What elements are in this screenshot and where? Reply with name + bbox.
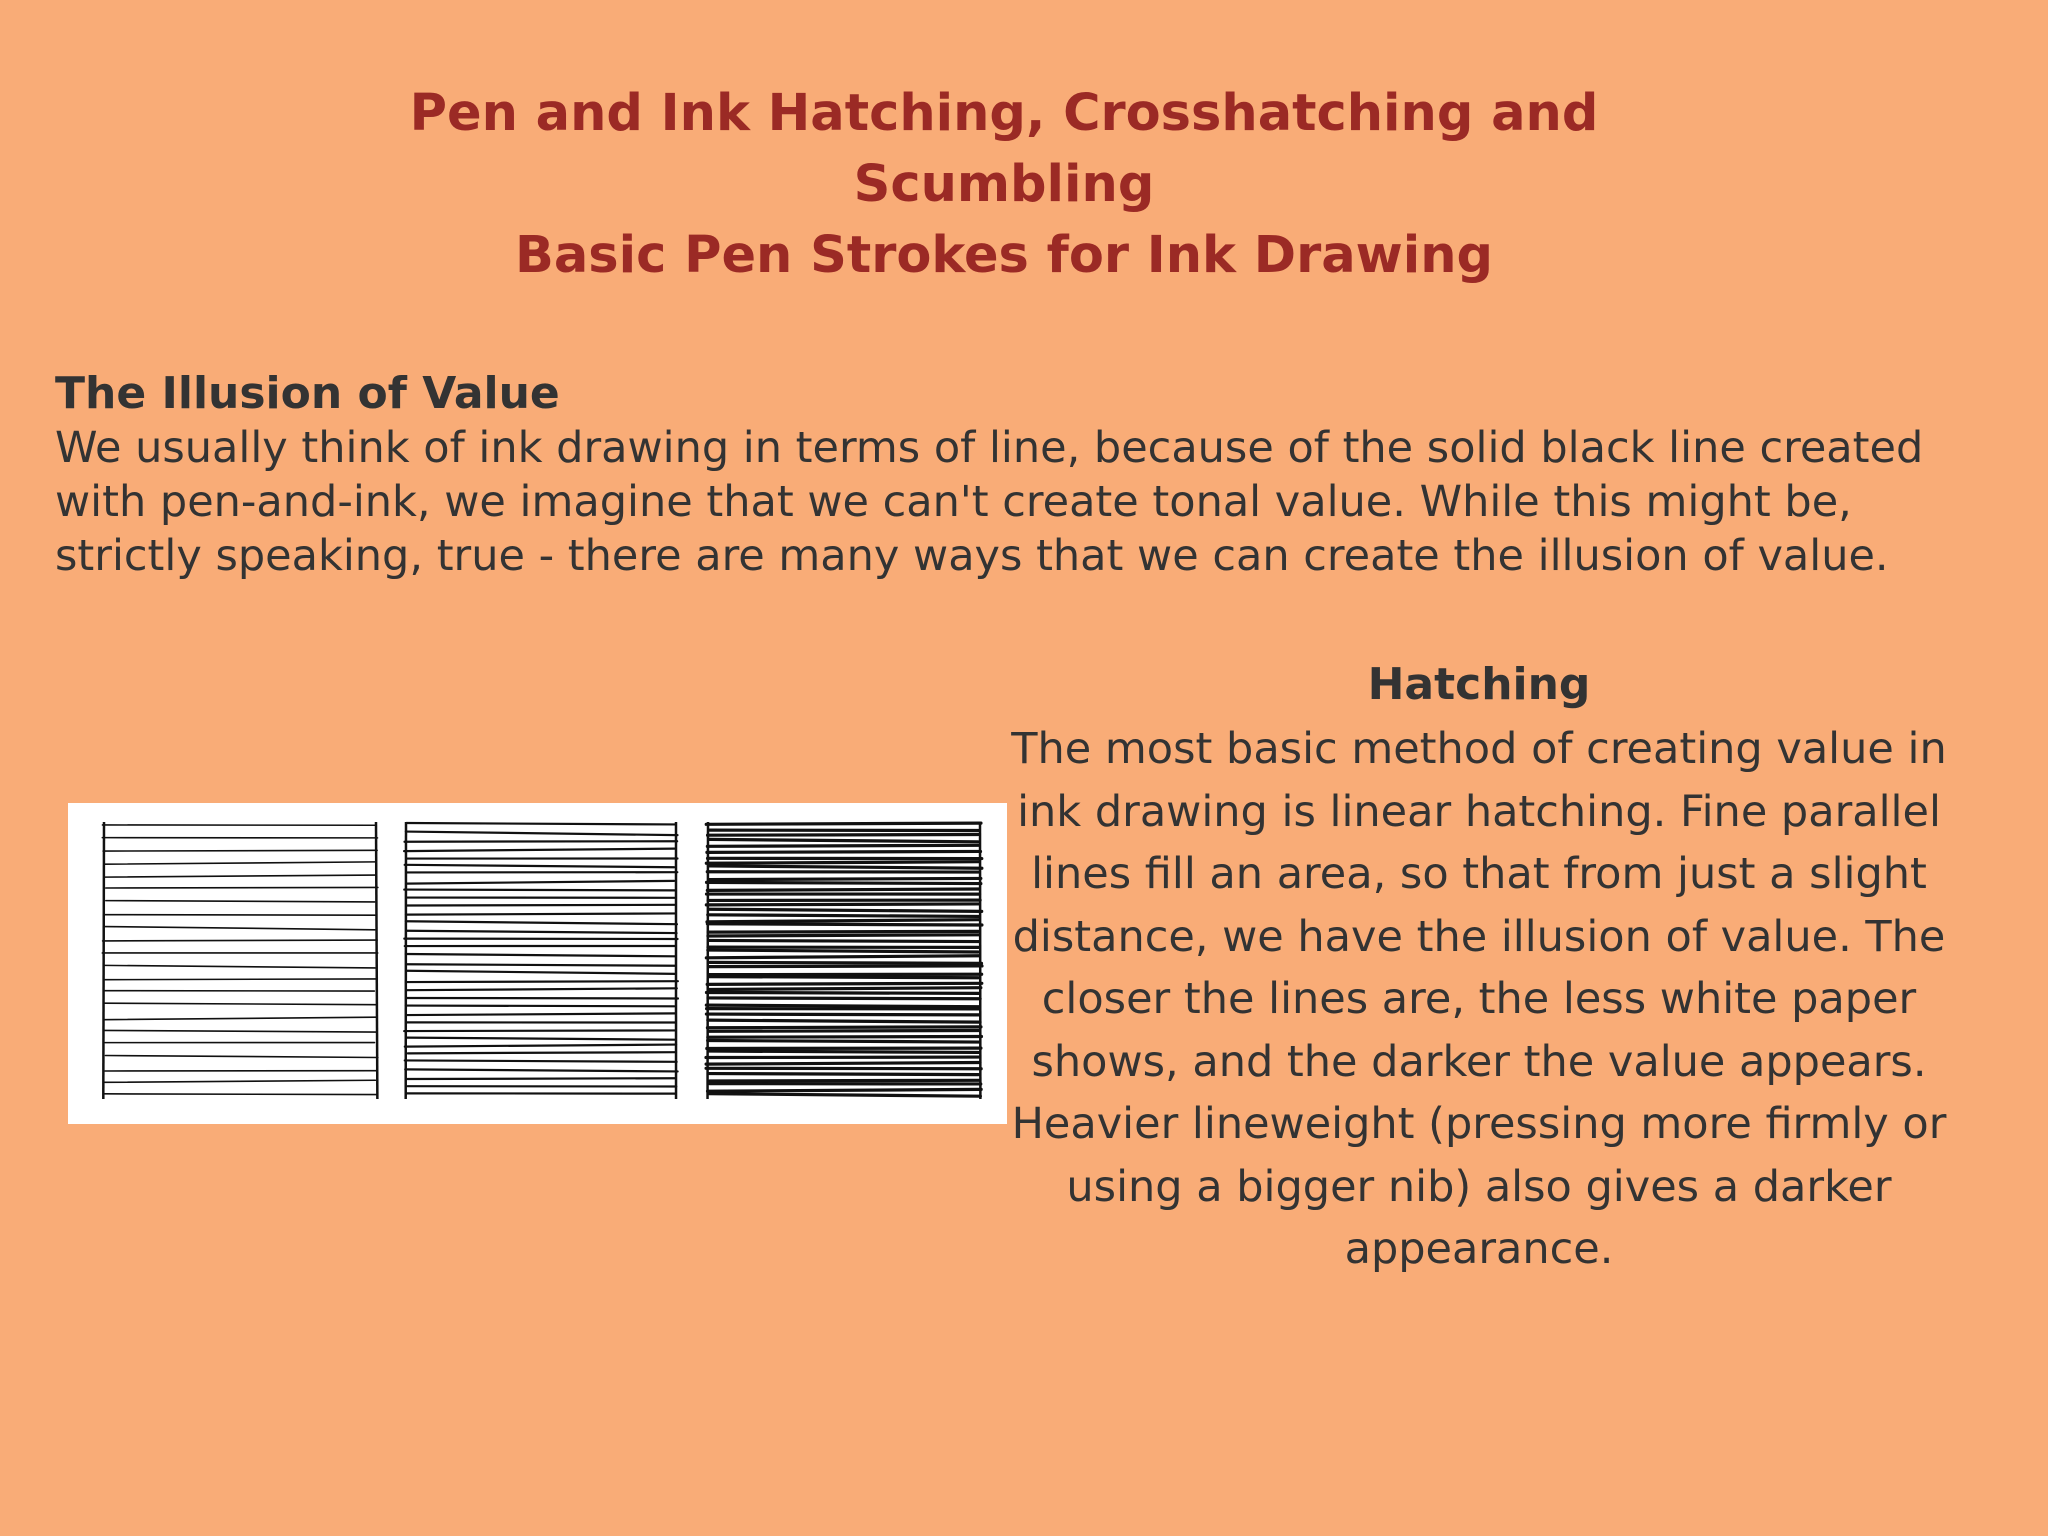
hatch-line	[103, 940, 377, 941]
hatch-line	[708, 998, 980, 999]
hatch-line	[708, 1040, 979, 1042]
hatch-line	[708, 940, 979, 941]
hatch-line	[405, 1069, 677, 1071]
hatch-line	[709, 1030, 979, 1031]
hatch-line	[709, 1051, 978, 1052]
hatching-body: The most basic method of creating value in ink drawing is linear hatching. Fine parallel lines fill an area, so that from just a slight distance, we have the illusion of value. The closer the lines are, the less white paper shows, and the darker the value appears. Heavier lineweight (pressing more firmly or using a bigger nib) also gives a darker appearance.	[1011, 724, 1947, 1274]
hatch-sample-light	[102, 822, 378, 1099]
hatch-line	[707, 924, 982, 925]
hatch-line	[104, 1030, 376, 1032]
hatch-line	[406, 921, 677, 924]
hatch-line	[406, 988, 677, 990]
hatch-line	[708, 1020, 980, 1022]
hatch-line	[406, 981, 678, 982]
hatch-line	[707, 983, 982, 984]
hatch-line	[405, 865, 674, 867]
hatch-line	[709, 1074, 978, 1075]
hatch-line	[404, 849, 675, 852]
hatch-line	[707, 851, 981, 852]
hatch-line	[103, 1080, 375, 1082]
hatch-line	[104, 862, 375, 864]
hatch-line	[706, 862, 978, 864]
hatch-line	[709, 966, 982, 967]
hatch-line	[707, 882, 981, 883]
hatching-samples-image	[68, 803, 1007, 1124]
hatch-line	[708, 950, 978, 952]
hatch-line	[707, 889, 979, 890]
hatch-line	[103, 850, 377, 851]
hatch-line	[404, 1030, 675, 1031]
hatch-line	[405, 1045, 676, 1047]
hatch-line	[406, 832, 678, 836]
hatch-line	[406, 905, 674, 906]
hatch-line	[706, 992, 979, 993]
hatch-line	[407, 1038, 675, 1040]
hatch-line	[104, 965, 375, 968]
hatch-line	[709, 839, 978, 841]
hatch-edge	[376, 822, 377, 1099]
illusion-body: We usually think of ink drawing in terms of line, because of the solid black line created with pen-and-ink, we imagine that we can't create tonal value. While this might be, strictly speaking, true - there are many ways that we can create the illusion of value.	[55, 423, 1924, 581]
hatch-line	[706, 823, 981, 824]
hatch-line	[106, 901, 375, 902]
hatch-line	[708, 931, 978, 932]
hatch-line	[407, 931, 677, 933]
hatching-samples-drawing	[68, 803, 1007, 1124]
hatch-line	[707, 920, 979, 922]
hatch-line	[105, 1056, 377, 1058]
hatch-line	[708, 915, 979, 917]
hatch-line	[708, 935, 979, 936]
title-line-2: Scumbling	[853, 155, 1155, 214]
hatch-line	[406, 1006, 675, 1007]
title-line-1: Pen and Ink Hatching, Crosshatching and	[409, 84, 1599, 143]
hatch-line	[104, 927, 375, 930]
hatch-line	[105, 915, 375, 916]
hatch-edge	[103, 822, 104, 1099]
hatch-line	[706, 1005, 979, 1007]
hatch-line	[708, 1036, 982, 1037]
hatch-line	[709, 988, 981, 990]
hatch-line	[407, 1013, 676, 1015]
hatch-line	[404, 890, 675, 891]
hatch-line	[406, 998, 678, 999]
hatch-line	[407, 971, 676, 974]
hatch-line	[406, 823, 675, 824]
hatching-heading: Hatching	[1367, 659, 1591, 710]
title-line-3: Basic Pen Strokes for Ink Drawing	[514, 226, 1494, 285]
hatch-line	[706, 904, 978, 905]
hatch-line	[406, 881, 674, 884]
hatch-line	[105, 1003, 377, 1004]
hatch-line	[105, 979, 377, 980]
hatch-line	[709, 909, 982, 911]
hatch-line	[105, 1094, 377, 1095]
hatch-sample-medium	[404, 822, 678, 1099]
hatch-line	[706, 1063, 980, 1065]
hatch-line	[708, 1094, 980, 1097]
hatch-line	[405, 1060, 677, 1061]
hatch-line	[706, 1014, 979, 1015]
hatch-line	[408, 1052, 676, 1053]
hatch-line	[104, 1017, 376, 1020]
hatch-line	[708, 834, 979, 835]
illusion-heading: The Illusion of Value	[55, 368, 560, 419]
hatch-line	[710, 1080, 979, 1081]
hatch-line	[707, 845, 979, 846]
hatch-line	[406, 964, 676, 965]
hatch-line	[406, 954, 676, 956]
hatch-line	[708, 866, 982, 868]
hatch-sample-dark	[706, 822, 982, 1099]
page-title	[0, 78, 2008, 291]
hatch-line	[407, 1078, 674, 1079]
hatch-line	[708, 977, 978, 978]
hatch-line	[106, 887, 378, 888]
hatch-line	[406, 913, 676, 914]
hatch-line	[709, 878, 981, 879]
hatch-line	[707, 1027, 981, 1028]
hatch-line	[706, 956, 979, 958]
hatch-line	[710, 962, 982, 963]
hatch-line	[104, 875, 376, 877]
hatch-line	[708, 1089, 982, 1091]
